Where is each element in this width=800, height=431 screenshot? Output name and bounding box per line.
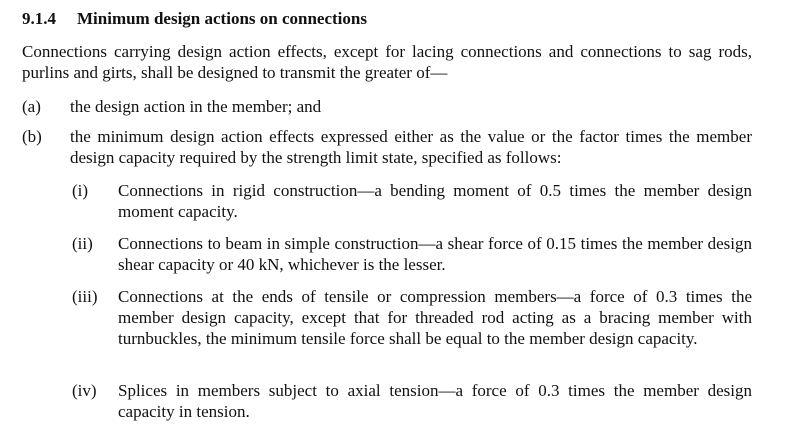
section-heading (22, 9, 367, 29)
list-item-a (22, 96, 752, 117)
sublist-item-text: Connections at the ends of tensile or compression members—a force of 0.3 times the member design capacity, except that for threaded rod acting as a bracing member with turnbuckles, the minimum tensile force shall be equal to the member design capacity. (118, 287, 752, 348)
list-marker: (b) (22, 127, 42, 146)
sublist-item-iii (72, 286, 752, 349)
list-marker: (a) (22, 97, 41, 116)
sublist-item-text: Connections to beam in simple construction—a shear force of 0.15 times the member design shear capacity or 40 kN, whichever is the lesser. (118, 234, 752, 274)
intro-paragraph: Connections carrying design action effects, except for lacing connections and connections to sag rods, purlins and girts, shall be designed to transmit the greater of— (22, 42, 752, 82)
list-item-text: the design action in the member; and (70, 97, 322, 116)
sublist-marker: (iv) (72, 381, 97, 400)
section-title: Minimum design actions on connections (77, 9, 367, 28)
list-item-b (22, 126, 752, 168)
sublist-item-i (72, 180, 752, 222)
sublist-marker: (iii) (72, 287, 98, 306)
sublist-marker: (ii) (72, 234, 93, 253)
sublist-item-ii (72, 233, 752, 275)
sublist-item-text: Splices in members subject to axial tension—a force of 0.3 times the member design capacity in tension. (118, 381, 752, 421)
sublist-item-iv (72, 380, 752, 422)
list-item-text: the minimum design action effects expressed either as the value or the factor times the member design capacity required by the strength limit state, specified as follows: (70, 127, 752, 167)
sublist-marker: (i) (72, 181, 89, 200)
section-number: 9.1.4 (22, 9, 56, 28)
sublist-item-text: Connections in rigid construction—a bending moment of 0.5 times the member design moment capacity. (118, 181, 752, 221)
